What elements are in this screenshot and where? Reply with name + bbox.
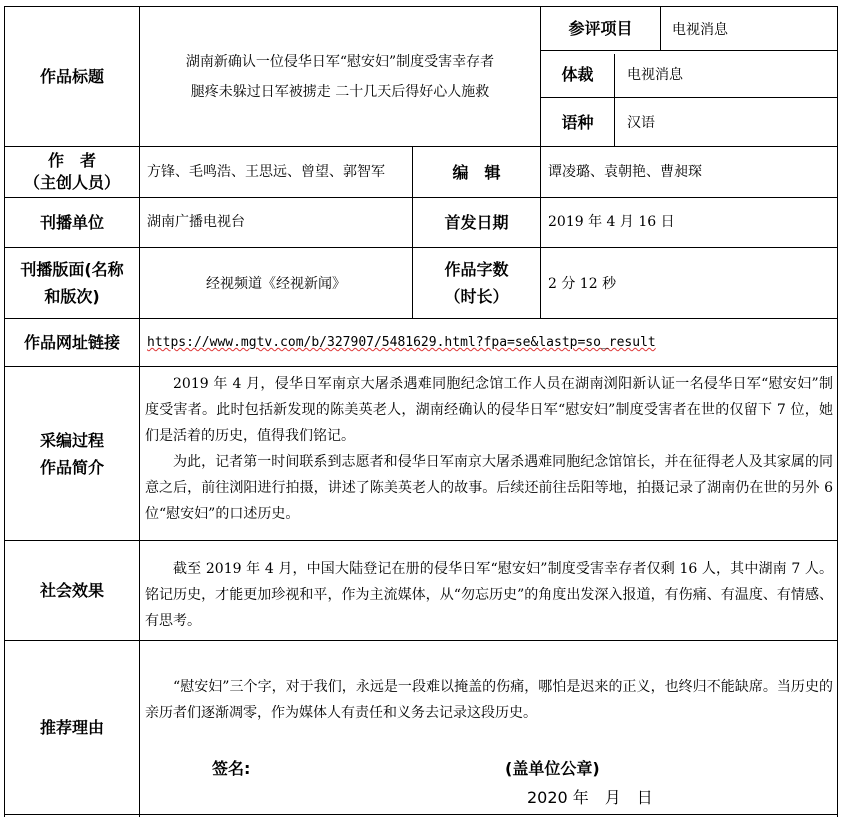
work-title-line-2: 腿疼未躲过日军被掳走 二十几天后得好心人施救 bbox=[190, 83, 490, 100]
genre-value: 电视消息 bbox=[627, 67, 683, 83]
length-label: 作品字数 （时长） bbox=[444, 260, 509, 306]
url-label: 作品网址链接 bbox=[23, 333, 120, 352]
seal-label: (盖单位公章) bbox=[505, 758, 600, 778]
process-label: 采编过程 作品简介 bbox=[39, 430, 104, 477]
category-label: 参评项目 bbox=[568, 19, 633, 38]
reason-text: “慰安妇”三个字，对于我们，永远是一段难以掩盖的伤痛，哪怕是迟来的正义，也终归不能缺席。当历史的亲历者们逐渐凋零，作为媒体人有责任和义务去记录这段历史。 bbox=[145, 679, 833, 721]
editors-value: 谭凌璐、袁朝艳、曹昶琛 bbox=[548, 164, 702, 180]
effect-text: 截至 2019 年 4 月，中国大陆登记在册的侵华日军“慰安妇”制度受害幸存者仅剩 16 人，其中湖南 7 人。铭记历史，才能更加珍视和平，作为主流媒体，从“勿忘历史”的角度出发深入报道，有伤痛、有温度、有情感、有思考。 bbox=[145, 561, 833, 629]
publisher-label: 刊播单位 bbox=[39, 213, 104, 232]
reason-label: 推荐理由 bbox=[39, 718, 104, 737]
language-value: 汉语 bbox=[627, 115, 655, 131]
first-date-value: 2019 年 4 月 16 日 bbox=[548, 214, 675, 230]
authors-value: 方锋、毛鸣浩、王思远、曾望、郭智军 bbox=[147, 164, 385, 180]
editor-label: 编 辑 bbox=[452, 162, 501, 182]
signature-label: 签名: bbox=[212, 758, 251, 778]
process-paragraph-2: 为此，记者第一时间联系到志愿者和侵华日军南京大屠杀遇难同胞纪念馆馆长，并在征得老人及其家属的同意之后，前往浏阳进行拍摄，讲述了陈美英老人的故事。后续还前往岳阳等地，拍摄记录了湖南仍在世的另外 6 位“慰安妇”的口述历史。 bbox=[145, 454, 833, 522]
process-text bbox=[145, 371, 833, 539]
author-label: 作 者 （主创人员） bbox=[23, 151, 120, 192]
sign-date: 2020 年 月 日 bbox=[527, 788, 653, 807]
effect-label: 社会效果 bbox=[39, 581, 104, 600]
publisher-value: 湖南广播电视台 bbox=[147, 214, 245, 230]
process-paragraph-1: 2019 年 4 月，侵华日军南京大屠杀遇难同胞纪念馆工作人员在湖南浏阳新认证一名侵华日军“慰安妇”制度受害者。此时包括新发现的陈美英老人，湖南经确认的侵华日军“慰安妇”制度受害者在世的仅留下 7 位，她们是活着的历史，值得我们铭记。 bbox=[145, 376, 833, 444]
title-label: 作品标题 bbox=[39, 67, 104, 86]
language-label: 语种 bbox=[561, 112, 594, 132]
work-title bbox=[140, 7, 540, 146]
first-date-label: 首发日期 bbox=[444, 213, 509, 232]
work-title-line-1: 湖南新确认一位侵华日军“慰安妇”制度受害幸存者 bbox=[185, 53, 495, 70]
edition-value: 经视频道《经视新闻》 bbox=[206, 276, 346, 292]
work-url-link[interactable]: https://www.mgtv.com/b/327907/5481629.html?fpa=se&lastp=so_result bbox=[147, 335, 656, 350]
length-value: 2 分 12 秒 bbox=[548, 276, 617, 292]
category-value: 电视消息 bbox=[672, 21, 728, 38]
edition-label: 刊播版面(名称 和版次) bbox=[20, 260, 124, 306]
genre-label: 体裁 bbox=[561, 64, 594, 84]
